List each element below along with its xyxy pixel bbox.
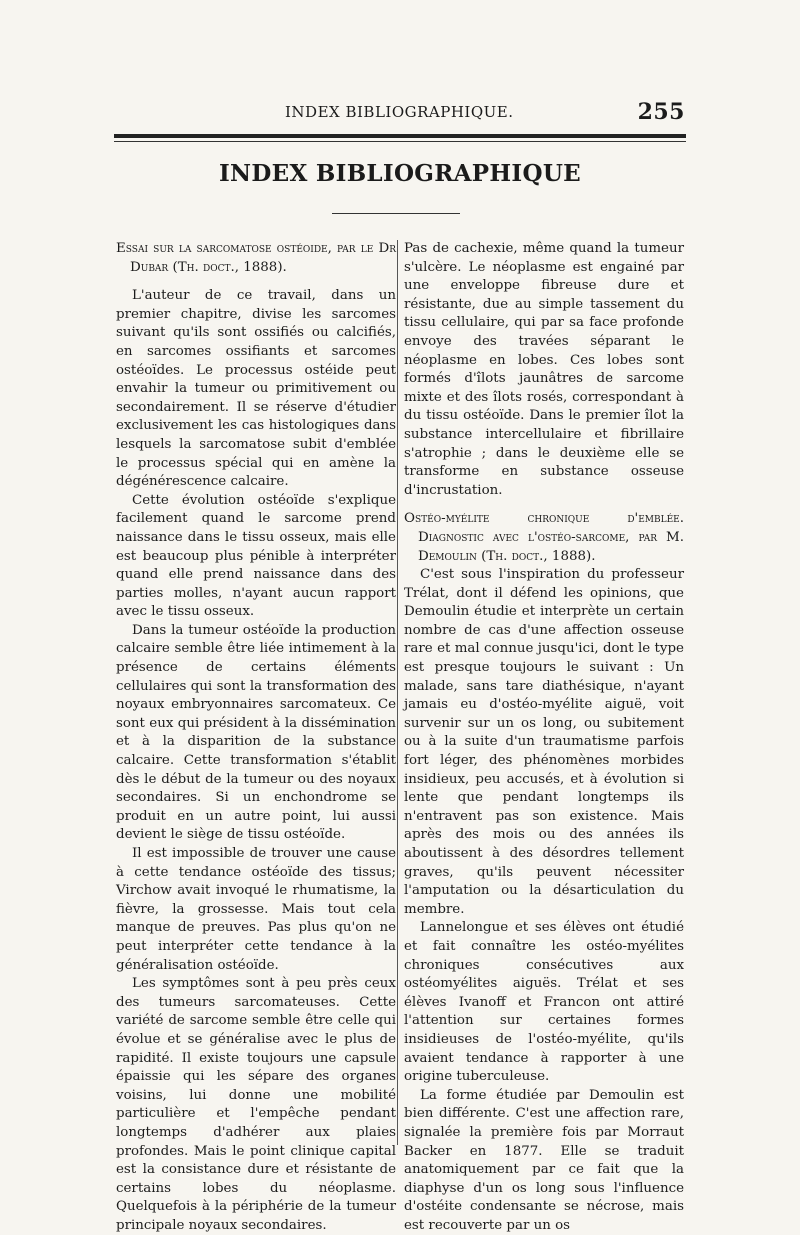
entry-heading-dubar: Essai sur la sarcomatose ostéoide, par le Dr Dubar (Th. doct., 1888). xyxy=(116,241,396,275)
section-title: INDEX BIBLIOGRAPHIQUE xyxy=(218,160,582,187)
header-rule-thin xyxy=(114,141,686,142)
paragraph: L'auteur de ce travail, dans un premier chapitre, divise les sarcomes suivant qu'ils sont ossifiés ou calcifiés, en sarcomes ossifiants et sarcomes ostéoïdes. Le processus ostéide peut envahir la tumeur ou primitivement ou secondairement. Il se réserve d'étudier exclusivement les cas histologiques dans lesquels la sarcomatose subit d'emblée le processus spécial qui en amène la dégénérescence calcaire. xyxy=(116,288,396,490)
paragraph: Lannelongue et ses élèves ont étudié et fait connaître les ostéo-myélites chroniques consécutives aux ostéomyélites aiguës. Trélat et ses élèves Ivanoff et Francon ont attiré l'attention sur certaines formes insidieuses de l'ostéo-myélite, qu'ils avaient tendance à rapporter à une origine tuberculeuse. xyxy=(404,920,684,1085)
entry-heading-demoulin: Ostéo-myélite chronique d'emblée. Diagnostic avec l'ostéo-sarcome, par M. Demoulin (Th. doct., 1888). xyxy=(404,511,684,564)
page-number: 255 xyxy=(637,99,685,125)
running-title: INDEX BIBLIOGRAPHIQUE. xyxy=(285,103,514,121)
right-column xyxy=(404,240,684,1235)
header-rule-thick xyxy=(114,134,686,138)
paragraph: C'est sous l'inspiration du professeur Trélat, dont il défend les opinions, que Demoulin étudie et interprète un certain nombre de cas d'une affection osseuse rare et mal connue jusqu'ici, dont le type est presque toujours le suivant : Un malade, sans tare diathésique, n'ayant jamais eu d'ostéo-myélite aiguë, voit survenir sur un os long, ou subitement ou à la suite d'un traumatisme parfois fort léger, des phénomènes morbides insidieux, peu accusés, et à évolution si lente que pendant longtemps ils n'entravent pas son existence. Mais après des mois ou des années ils aboutissent à des désordres tellement graves, qu'ils peuvent nécessiter l'amputation ou la désarticulation du membre. xyxy=(404,567,684,917)
column-divider xyxy=(397,240,398,1145)
paragraph: Il est impossible de trouver une cause à cette tendance ostéoïde des tissus; Virchow avait invoqué le rhumatisme, la fièvre, la grossesse. Mais tout cela manque de preuves. Pas plus qu'on ne peut interpréter cette tendance à la généralisation ostéoïde. xyxy=(116,846,396,973)
paragraph: Les symptômes sont à peu près ceux des tumeurs sarcomateuses. Cette variété de sarcome semble être celle qui évolue et se généralise avec le plus de rapidité. Il existe toujours une capsule épaissie qui les sépare des organes voisins, lui donne une mobilité particulière et l'empêche pendant longtemps d'adhérer aux plaies profondes. Mais le point clinique capital est la consistance dure et résistante de certains lobes du néoplasme. Quelquefois à la périphérie de la tumeur principale noyaux secondaires. xyxy=(116,976,396,1233)
running-header xyxy=(115,99,685,127)
paragraph: La forme étudiée par Demoulin est bien différente. C'est une affection rare, signalée la première fois par Morraut Backer en 1877. Elle se traduit anatomiquement par ce fait que la diaphyse d'un os long sous l'influence d'ostéite condensante se nécrose, mais est recouverte par un os xyxy=(404,1087,684,1233)
paragraph: Dans la tumeur ostéoïde la production calcaire semble être liée intimement à la présence de certains éléments cellulaires qui sont la transformation des noyaux embryonnaires sarcomateux. Ce sont eux qui président à la dissémination et à la disparition de la substance calcaire. Cette transformation s'établit dès le début de la tumeur ou des noyaux secondaires. Si un enchondrome se produit en un autre point, lui aussi devient le siège de tissu ostéoïde. xyxy=(116,622,396,843)
paragraph-continuation: Pas de cachexie, même quand la tumeur s'ulcère. Le néoplasme est engainé par une enveloppe fibreuse dure et résistante, due au simple tassement du tissu cellulaire, qui par sa face profonde envoye des travées séparant le néoplasme en lobes. Ces lobes sont formés d'îlots jaunâtres de sarcome mixte et des îlots rosés, correspondant à du tissu ostéoïde. Dans le premier îlot la substance intercellulaire et fibrillaire s'atrophie ; dans le deuxième elle se transforme en substance osseuse d'incrustation. xyxy=(404,241,684,498)
title-rule xyxy=(332,213,460,214)
paragraph: Cette évolution ostéoïde s'explique facilement quand le sarcome prend naissance dans le tissu osseux, mais elle est beaucoup plus pénible à interpréter quand elle prend naissance dans des parties molles, n'ayant aucun rapport avec le tissu osseux. xyxy=(116,492,396,620)
left-column xyxy=(116,240,396,1235)
